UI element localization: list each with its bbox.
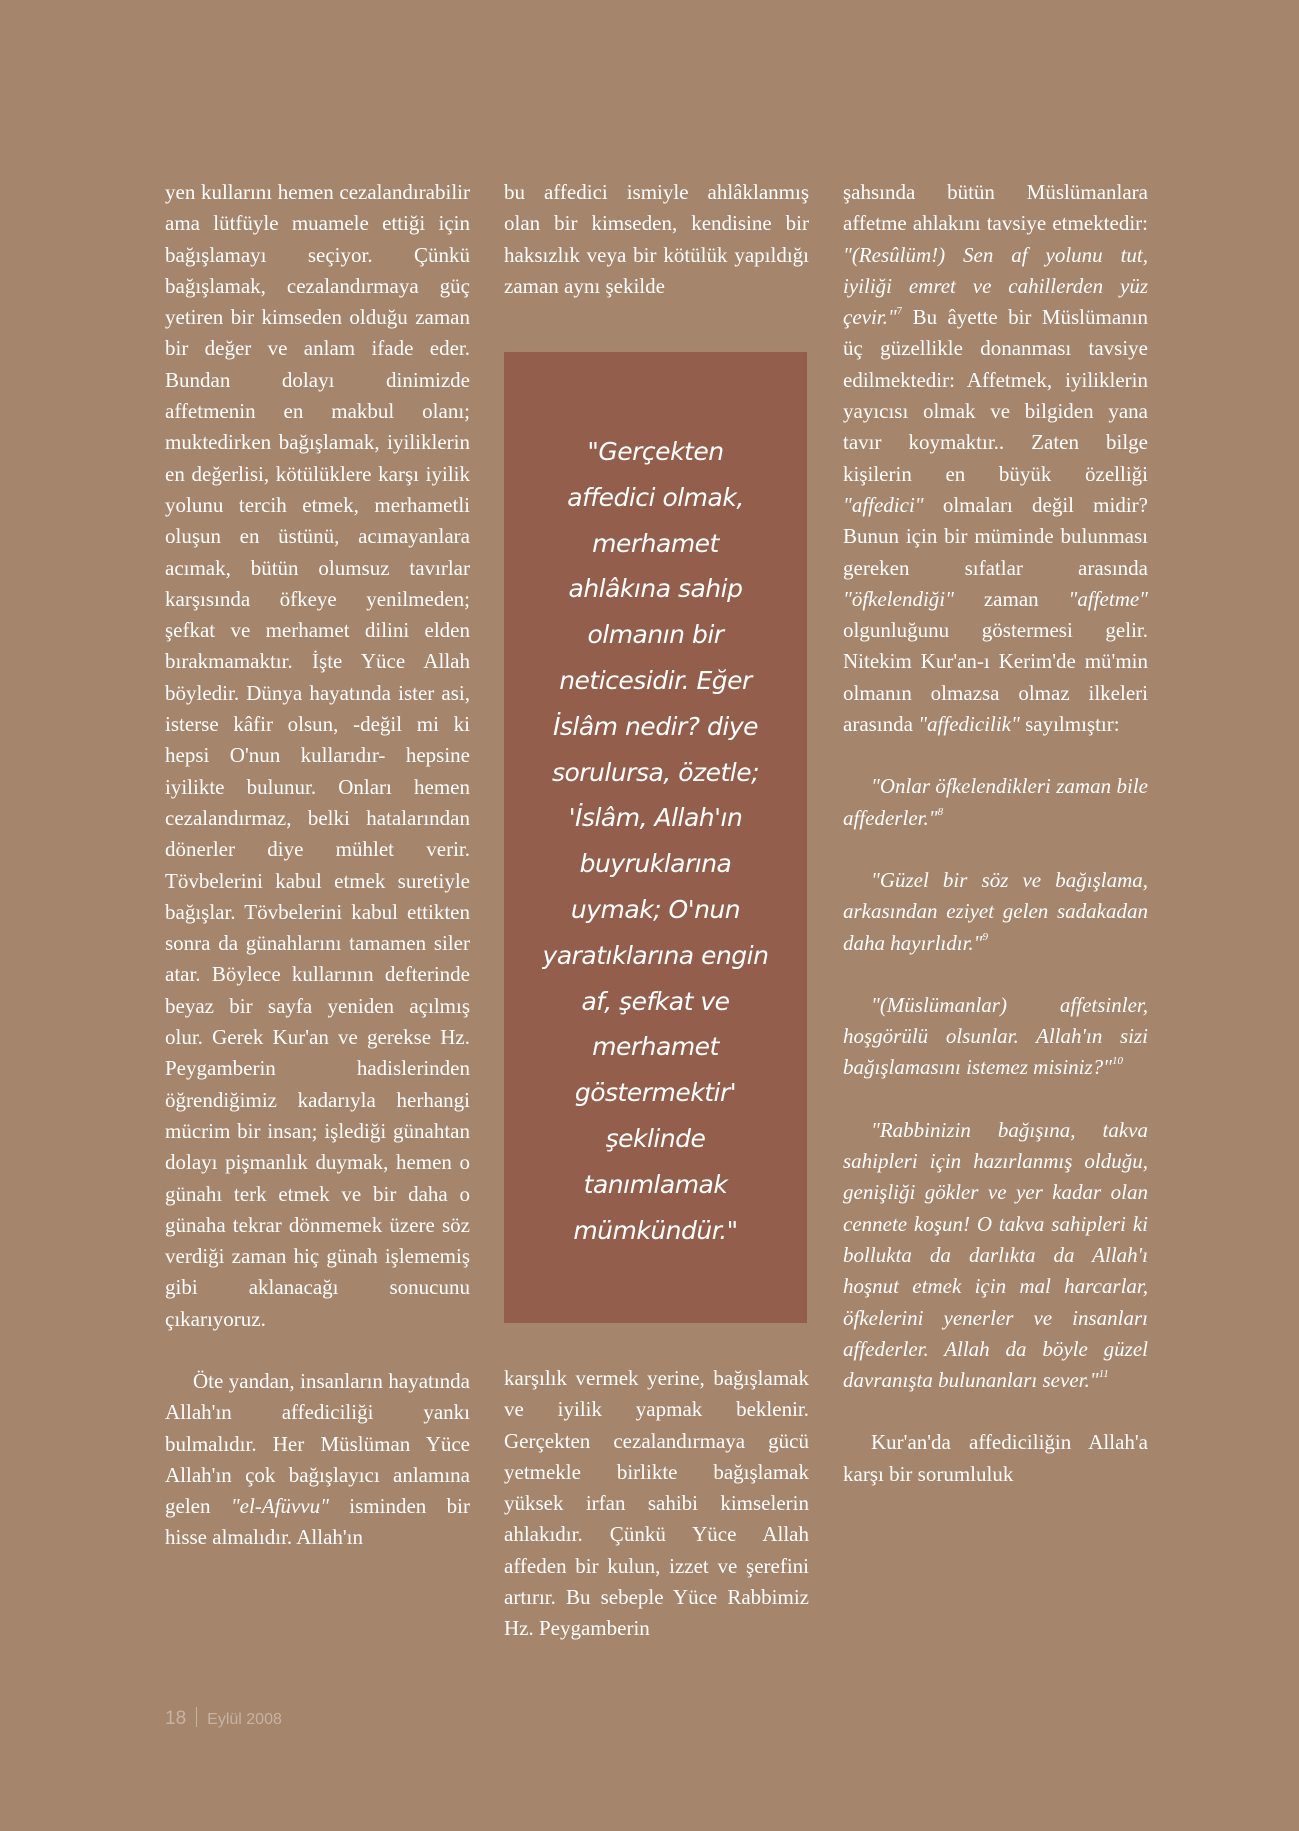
body-paragraph: yen kullarını hemen cezalandırabilir ama lütfüyle muamele ettiği için bağışlamayı seçiyor. Çünkü bağışlamak, cezalandırmaya güç yetiren bir kimseden olduğu zaman bir değer ve anlam ifade eder. Bundan dolayı dinimizde affetmenin en makbul olanı; muktedirken bağışlamak, iyiliklerin en değerlisi, kötülüklere karşı iyilik yolunu tercih etmek, merhametli oluşun en üstünü, acımayanlara acımak, bütün olumsuz tavırlar karşısında öfkeye yenilmeden; şefkat ve merhamet dilini elden bırakmamaktır. İşte Yüce Allah böyledir. Dünya hayatında ister asi, isterse kâfir olsun, -değil mi ki hepsi O'nun kullarıdır- hepsine iyilikte bulunur. Onları hemen cezalandırmaz, belki hatalarından dönerler diye mühlet verir. Tövbelerini kabul etmek suretiyle bağışlar. Tövbelerini kabul ettikten sonra da günahlarını tamamen siler atar. Böylece kullarının defterinde beyaz bir sayfa yeniden açılmış olur. Gerek Kur'an ve gerekse Hz. Peygamberin hadislerinden öğrendiğimiz kadarıyla herhangi mücrim bir insan; işlediği günahtan dolayı pişmanlık duymak, hemen o günahı terk etmek ve bir daha o günaha tekrar dönmemek üzere söz verdiği zaman hiç günah işlememiş gibi aklanacağı sonucunu çıkarıyoruz. (165, 180, 470, 1331)
pull-quote-box (504, 352, 807, 1323)
text-run: isminden bir hisse almalıdır. Allah'ın (165, 1494, 470, 1550)
text-run: olmaları değil midir? Bunun için bir müminde bulunması gereken sıfatlar arasında (843, 492, 1148, 580)
quote-inline: "(Resûlüm!) Sen af yolunu tut, iyiliği emret ve cahillerden yüz çevir." (843, 242, 1148, 330)
issue-date: Eylül 2008 (207, 1711, 282, 1728)
text-run: olgunluğunu göstermesi gelir. Nitekim Kur'an-ı Kerim'de mü'min olmanın olmazsa olmaz ilkeleri arasında (843, 618, 1148, 737)
footnote-marker: 11 (1098, 1368, 1109, 1381)
body-paragraph: karşılık vermek yerine, bağışlamak ve iyilik yapmak beklenir. Gerçekten cezalandırmaya gücü yetmekle birlikte bağışlamak yüksek irfan sahibi kimselerin ahlakıdır. Çünkü Yüce Allah affeden bir kulun, izzet ve şerefini artırır. Bu sebeple Yüce Rabbimiz Hz. Peygamberin (504, 1366, 809, 1641)
verse-quote (843, 771, 1148, 834)
column-middle-bottom (504, 1363, 809, 1645)
page-footer (165, 1707, 282, 1730)
column-left (165, 177, 470, 1554)
verse-text: "Onlar öfkelendikleri zaman bile affederler." (843, 774, 1148, 830)
text-run: Öte yandan, insanların hayatında Allah'ın affediciliği yankı bulmalıdır. Her Müslüman Yüce Allah'ın çok bağışlayıcı anlamına gelen (165, 1368, 470, 1519)
footnote-marker: 7 (896, 305, 903, 318)
pull-quote: "Gerçekten affedici olmak, merhamet ahlâkına sahip olmanın bir neticesidir. Eğer İslâm nedir? diye sorulursa, özetle; 'İslâm, Allah'ın buyruklarına uymak; O'nun yaratıklarına engin af, şefkat ve merhamet göstermektir' şeklinde tanımlamak mümkündür." (542, 437, 769, 1245)
quoted-term: "öfkelendiği" (843, 586, 954, 611)
footer-divider (196, 1707, 197, 1727)
page-number: 18 (165, 1708, 187, 1729)
footnote-marker: 10 (1112, 1055, 1124, 1068)
verse-quote (843, 865, 1148, 959)
quoted-term: "affedicilik" (918, 712, 1020, 737)
quoted-term: "affetme" (1068, 586, 1148, 611)
verse-quote (843, 990, 1148, 1084)
column-middle-top (504, 177, 809, 302)
body-paragraph (843, 177, 1148, 740)
body-paragraph (165, 1366, 470, 1554)
body-paragraph: Kur'an'da affediciliğin Allah'a karşı bir sorumluluk (843, 1430, 1148, 1486)
quoted-term: "el-Afüvvu" (230, 1494, 329, 1519)
column-right (843, 177, 1148, 1490)
text-run: sayılmıştır: (1019, 712, 1120, 737)
text-run: Bu âyette bir Müslümanın üç güzellikle donanması tavsiye edilmektedir: Affetmek, iyiliklerin yayıcısı olmak ve bilgiden yana tavır koymaktır.. Zaten bilge kişilerin en büyük özelliği (843, 305, 1148, 486)
body-paragraph: bu affedici ismiyle ahlâklanmış olan bir kimseden, kendisine bir haksızlık veya bir kötülük yapıldığı zaman aynı şekilde (504, 180, 809, 298)
verse-text: "Güzel bir söz ve bağışlama, arkasından eziyet gelen sadakadan daha hayırlıdır." (843, 867, 1148, 955)
verse-text: "Rabbinizin bağışına, takva sahipleri için hazırlanmış olduğu, genişliği gökler ve yer kadar olan cennete koşun! O takva sahipleri ki bollukta da darlıkta da Allah'ı hoşnut etmek için mal harcarlar, öfkelerini yenerler ve insanları affederler. Allah da böyle güzel davranışta bulunanları sever." (843, 1117, 1148, 1393)
text-run: şahsında bütün Müslümanlara affetme ahlakını tavsiye etmektedir: (843, 180, 1148, 236)
footnote-marker: 9 (982, 930, 988, 943)
verse-text: "(Müslümanlar) affetsinler, hoşgörülü olsunlar. Allah'ın sizi bağışlamasını istemez misiniz?" (843, 992, 1148, 1080)
verse-quote (843, 1115, 1148, 1397)
text-run: zaman (953, 586, 1069, 611)
footnote-marker: 8 (937, 805, 944, 818)
quoted-term: "affedici" (843, 492, 924, 517)
